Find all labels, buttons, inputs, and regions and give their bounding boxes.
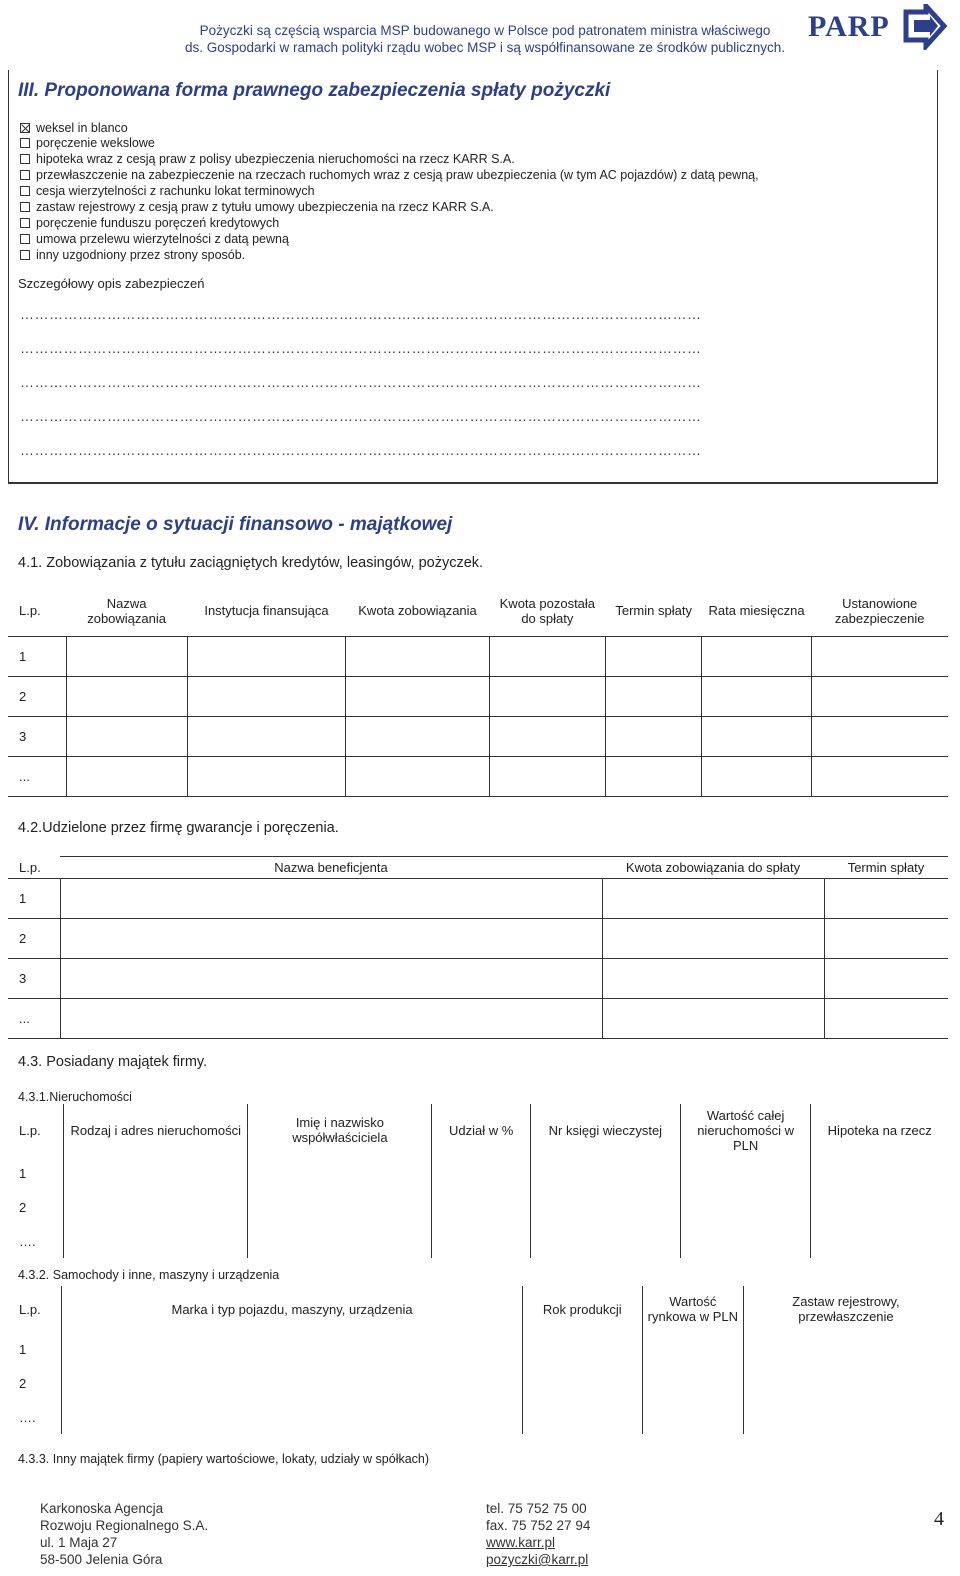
table-cell[interactable] (606, 676, 702, 716)
footer-contact (486, 1500, 590, 1568)
heading-4-3: 4.3. Posiadany majątek firmy. (18, 1054, 208, 1070)
header-text (150, 22, 820, 56)
section-4-title: IV. Informacje o sytuacji finansowo - majątkowej (18, 514, 453, 535)
table-cell[interactable] (489, 636, 605, 676)
vehicles-table (8, 1286, 948, 1434)
table-cell[interactable] (824, 919, 948, 959)
row-number: 1 (8, 879, 60, 919)
row-number: 2 (19, 1375, 27, 1391)
table-cell[interactable] (187, 756, 346, 796)
liabilities-table (8, 586, 948, 797)
checkbox-unchecked[interactable] (20, 202, 30, 212)
column-header: Nr księgi wieczystej (530, 1104, 680, 1156)
column-header: Wartość rynkowa w PLN (642, 1286, 743, 1332)
table-cell[interactable] (187, 716, 346, 756)
checkbox-unchecked[interactable] (20, 250, 30, 260)
real-estate-table (8, 1104, 948, 1258)
checkbox-unchecked[interactable] (20, 186, 30, 196)
checkbox-unchecked[interactable] (20, 170, 30, 180)
column-header: Hipoteka na rzecz (811, 1104, 948, 1156)
row-number: ... (8, 756, 66, 796)
table-cell[interactable] (680, 1224, 811, 1258)
row-number: ... (8, 999, 60, 1039)
column-header: Udział w % (432, 1104, 530, 1156)
security-option-label: cesja wierzytelności z rachunku lokat terminowych (36, 184, 315, 199)
column-header: Marka i typ pojazdu, maszyny, urządzenia (62, 1286, 523, 1332)
table-cell[interactable] (824, 999, 948, 1039)
column-header: Nazwa zobowiązania (87, 595, 166, 626)
dotted-line-2: …………………………………………………………………………………………………………………………… (20, 340, 702, 356)
table-cell[interactable] (346, 636, 489, 676)
table-cell[interactable] (811, 636, 948, 676)
table-row (8, 716, 948, 756)
column-header: Kwota zobowiązania do spłaty (602, 857, 824, 879)
table-cell[interactable] (680, 1190, 811, 1224)
table-cell[interactable] (530, 1224, 680, 1258)
table-cell[interactable] (66, 756, 187, 796)
table-row (8, 1366, 948, 1400)
table-row (8, 919, 948, 959)
table-cell[interactable] (530, 1190, 680, 1224)
table-cell[interactable] (64, 1156, 248, 1190)
page-number: 4 (934, 1508, 944, 1530)
table-cell[interactable] (811, 756, 948, 796)
column-header: Rodzaj i adres nieruchomości (64, 1104, 248, 1156)
heading-4-3-1: 4.3.1.Nieruchomości (18, 1090, 132, 1104)
column-header: Termin spłaty (824, 857, 948, 879)
table-cell[interactable] (606, 756, 702, 796)
table-row (8, 1400, 948, 1434)
security-option[interactable] (20, 120, 128, 135)
real-estate-header-row (8, 1104, 948, 1156)
checkbox-unchecked[interactable] (20, 218, 30, 228)
security-option[interactable] (20, 136, 155, 151)
table-cell[interactable] (702, 676, 812, 716)
column-header: Zastaw rejestrowy, przewłaszczenie (743, 1286, 948, 1332)
table-cell[interactable] (489, 676, 605, 716)
footer-phone: tel. 75 752 75 00 (486, 1501, 587, 1516)
table-cell[interactable] (702, 756, 812, 796)
heading-4-2: 4.2.Udzielone przez firmę gwarancje i poręczenia. (18, 820, 339, 836)
footer-left-line: Karkonoska Agencja (40, 1501, 164, 1516)
table-cell[interactable] (489, 756, 605, 796)
guarantees-header-row (8, 857, 948, 879)
security-option[interactable] (20, 247, 245, 262)
table-cell[interactable] (62, 1366, 523, 1400)
table-cell[interactable] (811, 1156, 948, 1190)
table-row (8, 676, 948, 716)
table-cell[interactable] (346, 676, 489, 716)
footer-left-line: ul. 1 Maja 27 (40, 1535, 118, 1550)
row-number: 2 (8, 919, 60, 959)
table-cell[interactable] (811, 1190, 948, 1224)
table-row (8, 1190, 948, 1224)
table-cell[interactable] (522, 1332, 642, 1366)
heading-4-1: 4.1. Zobowiązania z tytułu zaciągniętych kredytów, leasingów, pożyczek. (18, 555, 484, 571)
checkbox-unchecked[interactable] (20, 138, 30, 148)
security-option-label: hipoteka wraz z cesją praw z polisy ubezpieczenia nieruchomości na rzecz KARR S.A. (36, 152, 515, 167)
security-option-label: weksel in blanco (36, 120, 128, 135)
table-row (8, 959, 948, 999)
column-header: Rata miesięczna (708, 603, 805, 619)
heading-4-3-2: 4.3.2. Samochody i inne, maszyny i urządzenia (18, 1268, 280, 1282)
table-row (8, 756, 948, 796)
table-cell[interactable] (489, 716, 605, 756)
parp-logo (808, 4, 948, 50)
table-cell[interactable] (432, 1190, 530, 1224)
column-header: L.p. (19, 859, 41, 875)
table-cell[interactable] (432, 1156, 530, 1190)
security-option[interactable] (20, 200, 494, 215)
table-cell[interactable] (66, 716, 187, 756)
table-cell[interactable] (680, 1156, 811, 1190)
footer-website-link[interactable]: www.karr.pl (486, 1535, 556, 1550)
table-cell[interactable] (530, 1156, 680, 1190)
checkbox-checked[interactable] (20, 123, 30, 133)
column-header: Wartość całej nieruchomości w PLN (680, 1104, 811, 1156)
column-header: Ustanowione zabezpieczenie (834, 595, 925, 626)
table-cell[interactable] (522, 1400, 642, 1434)
column-header: Kwota zobowiązania (358, 603, 477, 619)
header-line-1: Pożyczki są częścią wsparcia MSP budowanego w Polsce pod patronatem ministra właściwego (199, 23, 771, 38)
column-header: Rok produkcji (522, 1286, 642, 1332)
table-cell[interactable] (743, 1366, 948, 1400)
table-cell[interactable] (811, 676, 948, 716)
row-number: 2 (8, 676, 66, 716)
table-cell[interactable] (702, 636, 812, 676)
table-cell[interactable] (432, 1224, 530, 1258)
table-row (8, 879, 948, 919)
footer-address (40, 1500, 208, 1568)
table-cell[interactable] (602, 959, 824, 999)
table-cell[interactable] (642, 1366, 743, 1400)
security-option[interactable] (20, 215, 279, 230)
table-cell[interactable] (187, 636, 346, 676)
security-option-label: przewłaszczenie na zabezpieczenie na rzeczach ruchomych wraz z cesją praw ubezpieczenia (w tym AC pojazdów) z datą pewną, (36, 168, 759, 183)
column-header: Imię i nazwisko współwłaściciela (248, 1104, 432, 1156)
security-option-label: zastaw rejestrowy z cesją praw z tytułu umowy ubezpieczenia na rzecz KARR S.A. (36, 200, 494, 214)
table-cell[interactable] (346, 756, 489, 796)
dotted-line-3: …………………………………………………………………………………………………………………………… (20, 374, 702, 390)
column-header: Kwota pozostała do spłaty (499, 595, 596, 626)
table-row (8, 636, 948, 676)
security-option-label: poręczenie funduszu poręczeń kredytowych (36, 215, 280, 230)
dotted-line-5: …………………………………………………………………………………………………………………………… (20, 442, 702, 458)
table-row (8, 1156, 948, 1190)
row-number: 3 (8, 716, 66, 756)
table-cell[interactable] (64, 1224, 248, 1258)
table-cell[interactable] (64, 1190, 248, 1224)
footer-left-line: 58-500 Jelenia Góra (40, 1552, 163, 1567)
security-option[interactable] (20, 184, 315, 199)
column-header: Nazwa beneficjenta (60, 857, 602, 879)
column-header: L.p. (19, 1301, 41, 1317)
table-cell[interactable] (60, 999, 602, 1039)
section-3-title: III. Proponowana forma prawnego zabezpieczenia spłaty pożyczki (18, 80, 611, 101)
vehicles-header-row (8, 1286, 948, 1332)
table-cell[interactable] (811, 716, 948, 756)
table-cell[interactable] (60, 959, 602, 999)
table-cell[interactable] (743, 1332, 948, 1366)
table-row (8, 1224, 948, 1258)
column-header: Termin spłaty (615, 603, 692, 619)
footer-left-line: Rozwoju Regionalnego S.A. (40, 1518, 209, 1533)
table-cell[interactable] (66, 636, 187, 676)
checkbox-unchecked[interactable] (20, 154, 30, 164)
heading-4-3-3: 4.3.3. Inny majątek firmy (papiery wartościowe, lokaty, udziały w spółkach) (18, 1452, 430, 1466)
row-number: …. (19, 1409, 36, 1425)
row-number: 3 (8, 959, 60, 999)
security-option[interactable] (20, 231, 289, 246)
table-cell[interactable] (602, 999, 824, 1039)
table-cell[interactable] (62, 1332, 523, 1366)
table-cell[interactable] (187, 676, 346, 716)
table-cell[interactable] (824, 959, 948, 999)
liabilities-header-row (8, 586, 948, 636)
security-option-label: poręczenie wekslowe (36, 136, 155, 151)
column-header: Instytucja finansująca (204, 603, 329, 619)
row-number: 1 (19, 1165, 27, 1181)
table-cell[interactable] (60, 879, 602, 919)
guarantees-table (8, 856, 948, 1039)
dotted-line-1: …………………………………………………………………………………………………………………………… (20, 306, 702, 322)
dotted-line-4: …………………………………………………………………………………………………………………………… (20, 408, 702, 424)
security-option[interactable] (20, 168, 759, 183)
checkbox-unchecked[interactable] (20, 234, 30, 244)
security-option-label: inny uzgodniony przez strony sposób. (36, 247, 246, 262)
table-cell[interactable] (602, 879, 824, 919)
footer-email-link[interactable]: pozyczki@karr.pl (486, 1552, 589, 1567)
table-cell[interactable] (522, 1366, 642, 1400)
table-cell[interactable] (66, 676, 187, 716)
logo-arrow-icon (900, 4, 948, 50)
table-row (8, 1332, 948, 1366)
logo-text: PARP (808, 10, 890, 43)
table-cell[interactable] (642, 1400, 743, 1434)
table-row (8, 999, 948, 1039)
table-cell[interactable] (60, 919, 602, 959)
table-cell[interactable] (743, 1400, 948, 1434)
row-number: …. (19, 1233, 36, 1249)
table-cell[interactable] (602, 919, 824, 959)
table-cell[interactable] (248, 1224, 432, 1258)
table-cell[interactable] (811, 1224, 948, 1258)
column-header: L.p. (19, 603, 41, 619)
table-cell[interactable] (62, 1400, 523, 1434)
table-cell[interactable] (642, 1332, 743, 1366)
table-cell[interactable] (606, 636, 702, 676)
table-cell[interactable] (824, 879, 948, 919)
row-number: 1 (19, 1341, 27, 1357)
table-cell[interactable] (248, 1156, 432, 1190)
row-number: 2 (19, 1199, 27, 1215)
table-cell[interactable] (346, 716, 489, 756)
security-option-label: umowa przelewu wierzytelności z datą pewną (36, 231, 289, 246)
table-cell[interactable] (702, 716, 812, 756)
security-option[interactable] (20, 152, 515, 167)
row-number: 1 (8, 636, 66, 676)
table-cell[interactable] (606, 716, 702, 756)
header-line-2: ds. Gospodarki w ramach polityki rządu wobec MSP i są współfinansowane ze środków publicznych. (184, 40, 786, 55)
table-cell[interactable] (248, 1190, 432, 1224)
column-header: L.p. (19, 1122, 41, 1138)
footer-fax: fax. 75 752 27 94 (486, 1518, 591, 1533)
detail-label: Szczegółowy opis zabezpieczeń (18, 276, 205, 291)
